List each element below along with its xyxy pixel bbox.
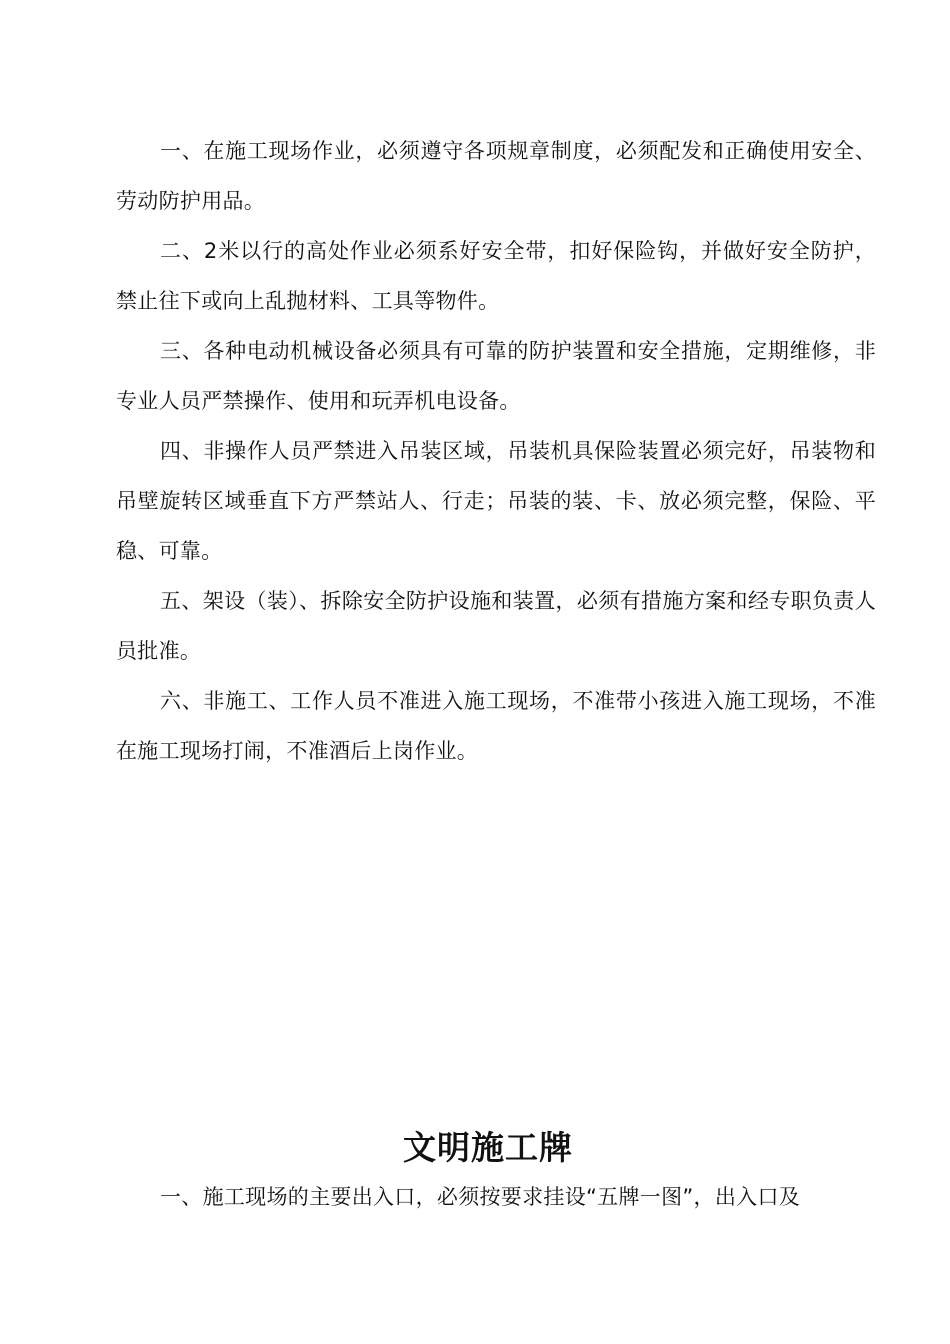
section-title: 文明施工牌 [403,1128,573,1167]
civilized-rules-list [116,1172,876,1222]
safety-rule-1: 一、在施工现场作业，必须遵守各项规章制度，必须配发和正确使用安全、劳动防护用品。 [116,139,876,213]
safety-rule-6: 六、非施工、工作人员不准进入施工现场，不准带小孩进入施工现场，不准在施工现场打闹，不准酒后上岗作业。 [116,689,876,763]
safety-rules-list [116,126,876,776]
safety-rule-3: 三、各种电动机械设备必须具有可靠的防护装置和安全措施，定期维修，非专业人员严禁操作、使用和玩弄机电设备。 [116,339,876,413]
safety-rule-2: 二、2米以行的高处作业必须系好安全带，扣好保险钩，并做好安全防护，禁止往下或向上乱抛材料、工具等物件。 [116,239,876,313]
safety-rule-4: 四、非操作人员严禁进入吊装区域，吊装机具保险装置必须完好，吊装物和吊壁旋转区域垂直下方严禁站人、行走；吊装的装、卡、放必须完整，保险、平稳、可靠。 [116,439,876,563]
civilized-rule-1: 一、施工现场的主要出入口，必须按要求挂设“五牌一图”，出入口及 [160,1185,801,1209]
safety-rule-5: 五、架设（装）、拆除安全防护设施和装置，必须有措施方案和经专职负责人员批准。 [116,589,876,663]
